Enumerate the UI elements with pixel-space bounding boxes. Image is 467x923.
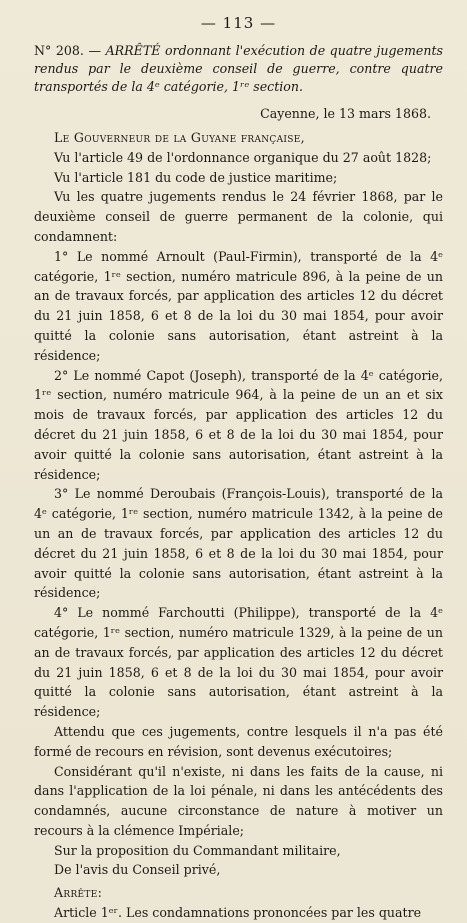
condemnation-2: 2° Le nommé Capot (Joseph), transporté de la 4ᵉ catégorie, 1ʳᵉ section, numéro matricule 964, à la peine de un an et six mois de travaux forcés, par application des articles 12 du décret du 21 juin 1858, 6 et 8 de la loi du 30 mai 1854, pour avoir quitté la colonie sans autorisation, étant astreint à la résidence; [34, 367, 443, 482]
attendu-paragraph: Attendu que ces jugements, contre lesquels il n'a pas été formé de recours en révision, sont devenus exécutoires; [34, 723, 443, 759]
page-number: — 113 — [200, 14, 277, 32]
condemnation-3: 3° Le nommé Deroubais (François-Louis), transporté de la 4ᵉ catégorie, 1ʳᵉ section, numéro matricule 1342, à la peine de un an de travaux forcés, par application des articles 12 du décret du 21 juin 1858, 6 et 8 de la loi du 30 mai 1854, pour avoir quitté la colonie sans autorisation, étant astreint à la résidence; [34, 486, 443, 601]
governor-line: Le Gouverneur de la Guyane française, [54, 130, 305, 145]
decree-number: N° 208. [34, 43, 84, 58]
vu-article-49: Vu l'article 49 de l'ordonnance organique du 27 août 1828; [54, 149, 432, 165]
decree-title: — ARRÊTÉ ordonnant l'exécution de quatre jugements rendus par le deuxième conseil de guerre, contre quatre transportés de la 4ᵉ catégorie, 1ʳᵉ section. [34, 43, 443, 94]
condemnation-4: 4° Le nommé Farchoutti (Philippe), transporté de la 4ᵉ catégorie, 1ʳᵉ section, numéro matricule 1329, à la peine de un an de travaux forcés, par application des articles 12 du décret du 21 juin 1858, 6 et 8 de la loi du 30 mai 1854, pour avoir quitté la colonie sans autorisation, étant astreint à la résidence; [34, 605, 443, 720]
vu-article-181: Vu l'article 181 du code de justice maritime; [54, 169, 338, 185]
avis-conseil: De l'avis du Conseil privé, [54, 862, 221, 878]
considerant-paragraph: Considérant qu'il n'existe, ni dans les faits de la cause, ni dans l'application de la loi pénale, ni dans les antécédents des condamnés, aucune circonstance de nature à motiver un recours à la clémence Impériale; [34, 763, 443, 838]
article-1: Article 1ᵉʳ. Les condamnations prononcées par les quatre [54, 905, 422, 921]
condemnation-1: 1° Le nommé Arnoult (Paul-Firmin), transporté de la 4ᵉ catégorie, 1ʳᵉ section, numéro matricule 896, à la peine de un an de travaux forcés, par application des articles 12 du décret du 21 juin 1858, 6 et 8 de la loi du 30 mai 1854, pour avoir quitté la colonie sans autorisation, étant astreint à la résidence; [34, 248, 443, 363]
date-line: Cayenne, le 13 mars 1868. [260, 106, 431, 121]
decree-heading [34, 42, 443, 96]
sur-proposition: Sur la proposition du Commandant militaire, [54, 842, 341, 858]
arrete-label: Arrête: [54, 885, 103, 901]
vu-jugements: Vu les quatre jugements rendus le 24 février 1868, par le deuxième conseil de guerre permanent de la colonie, qui condamnent: [34, 189, 443, 244]
